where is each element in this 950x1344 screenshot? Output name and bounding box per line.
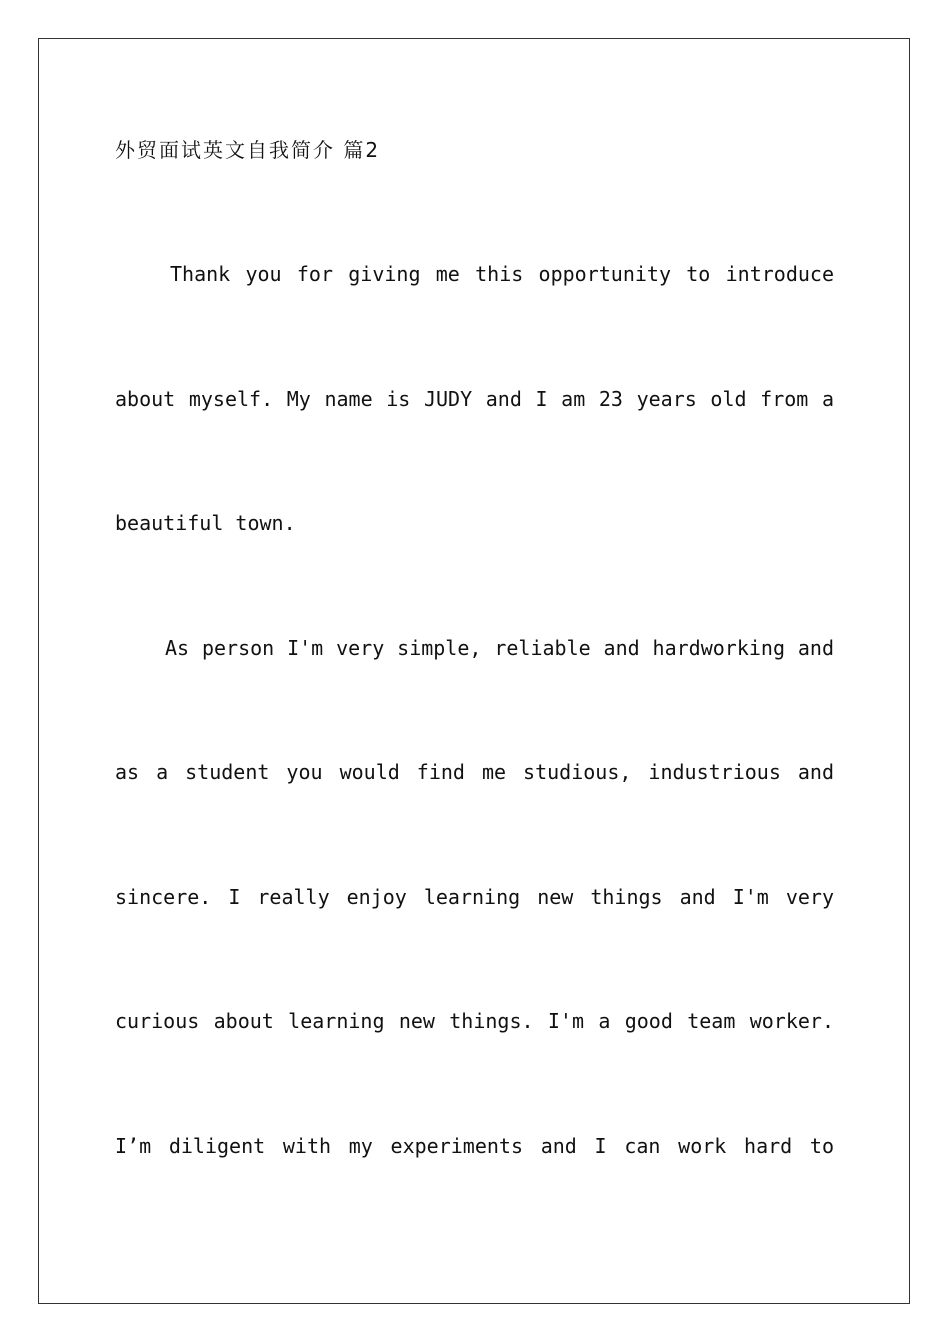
paragraph-line-4: As person I'm very simple, reliable and hardworking and [165, 636, 834, 660]
paragraph-line-3: beautiful town. [115, 511, 296, 535]
paragraph-line-1: Thank you for giving me this opportunity to introduce [170, 262, 834, 286]
page-border [38, 38, 910, 1304]
paragraph-line-8: I’m diligent with my experiments and I can work hard to [115, 1134, 834, 1158]
paragraph-line-7: curious about learning new things. I'm a good team worker. [115, 1009, 834, 1033]
document-title: 外贸面试英文自我简介 篇2 [115, 138, 381, 162]
paragraph-line-6: sincere. I really enjoy learning new things and I'm very [115, 885, 834, 909]
paragraph-line-2: about myself. My name is JUDY and I am 23 years old from a [115, 387, 834, 411]
paragraph-line-5: as a student you would find me studious, industrious and [115, 760, 834, 784]
